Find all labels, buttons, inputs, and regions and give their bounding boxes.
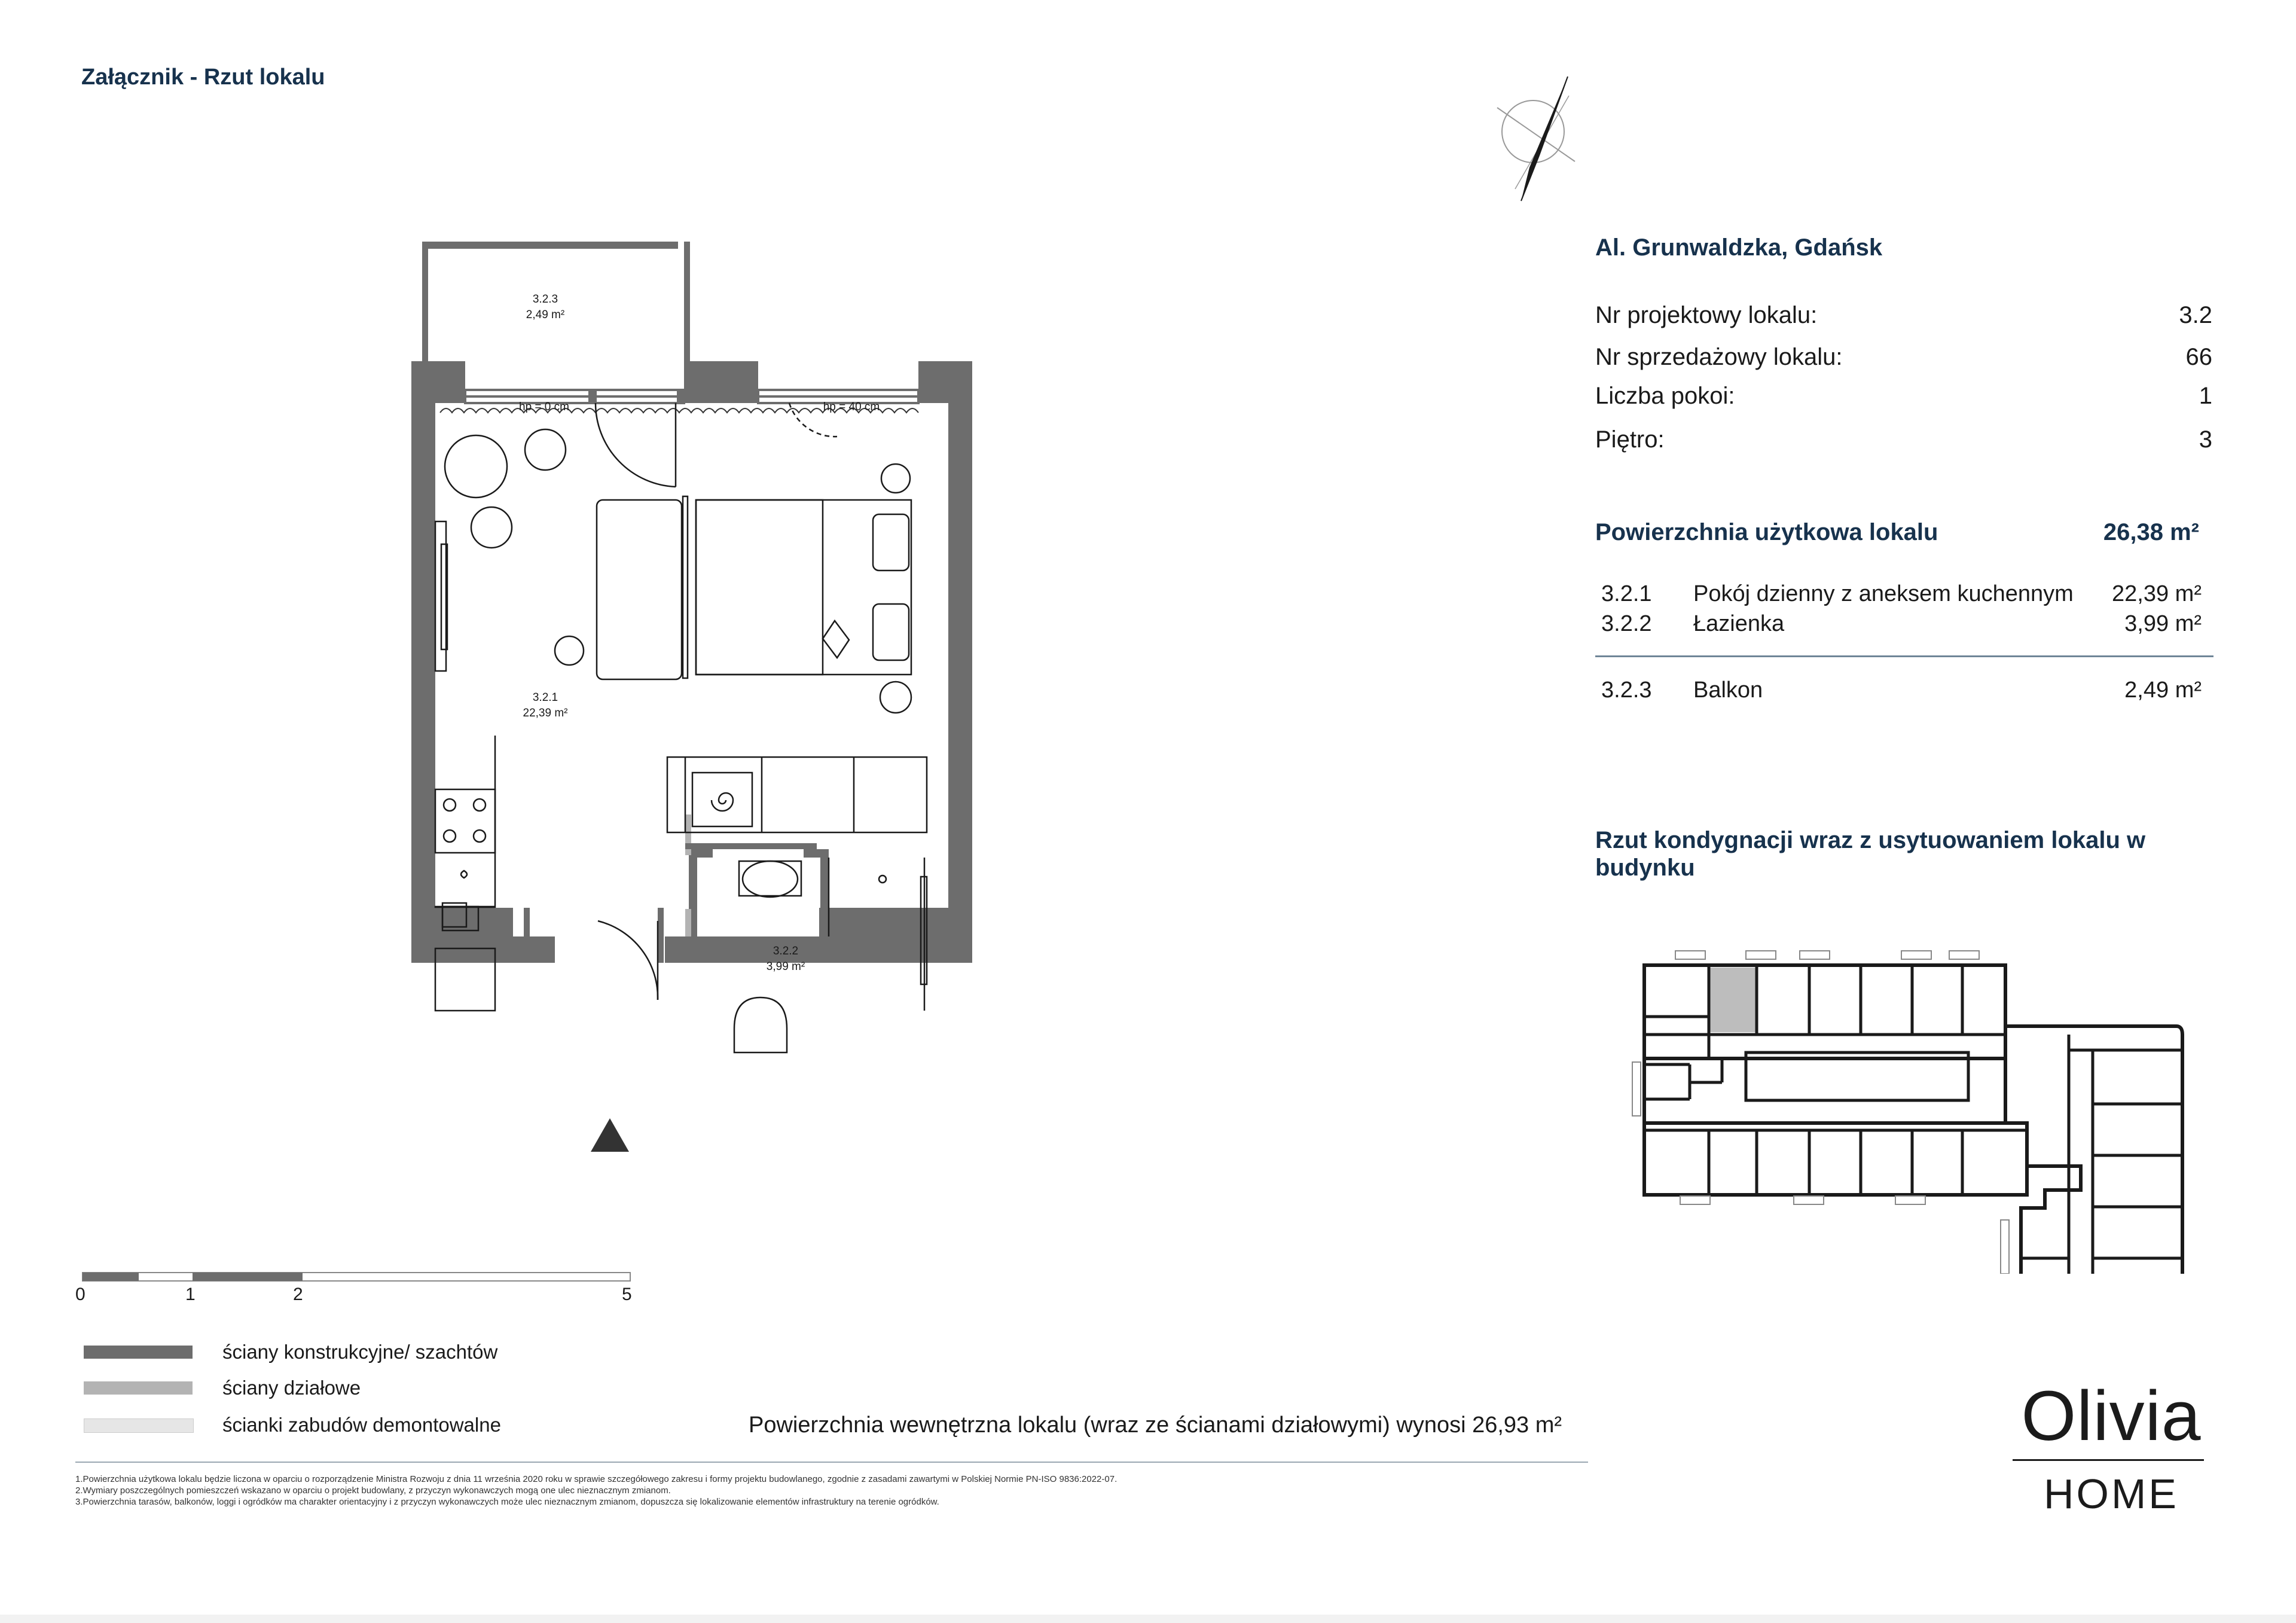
- inner-area-note: Powierzchnia wewnętrzna lokalu (wraz ze ścianami działowymi) wynosi 26,93 m²: [749, 1413, 1562, 1438]
- footnote: 2.Wymiary poszczególnych pomieszczeń wskazano w oparciu o projekt budowlany, z przyczyn wykonawczych mogą one ulec nieznacznym zmianom.: [75, 1485, 671, 1496]
- room-name: Łazienka: [1693, 611, 1785, 636]
- info-label: Piętro:: [1595, 426, 1665, 453]
- info-row-floor: [1595, 426, 2212, 453]
- legend-swatch-partition-walls: [84, 1381, 193, 1395]
- info-row-sales-number: [1595, 344, 2212, 371]
- scale-tick-label: 5: [622, 1285, 632, 1304]
- footnote: 3.Powierzchnia tarasów, balkonów, loggi i ogródków ma charakter orientacyjny i z przyczyn wykonawczych może ulec nieznacznym zmianom, dopuszcza się lokalizowanie elementów infrastruktury na terenie ogródków.: [75, 1497, 939, 1507]
- scale-tick-label: 1: [185, 1285, 196, 1304]
- room-area: 22,39 m²: [2112, 581, 2202, 606]
- living-room-area-label: 22,39 m²: [523, 707, 568, 719]
- usable-area-value: 26,38 m²: [2103, 519, 2199, 545]
- info-value: 3.2: [2179, 302, 2212, 328]
- window-sill-right-label: hp = 40 cm: [823, 401, 880, 413]
- legend-swatch-removable-walls: [84, 1418, 194, 1433]
- document-title: Załącznik - Rzut lokalu: [81, 65, 325, 90]
- usable-area-label: Powierzchnia użytkowa lokalu: [1595, 519, 1938, 545]
- brand-logo-name: Olivia: [2021, 1377, 2202, 1456]
- bathroom-number-label: 3.2.2: [773, 945, 799, 957]
- info-value: 66: [2185, 344, 2212, 370]
- info-value: 3: [2199, 426, 2212, 453]
- address: Al. Grunwaldzka, Gdańsk: [1595, 234, 1883, 261]
- usable-area-heading: [1595, 519, 2199, 546]
- footnotes: [75, 1473, 1117, 1508]
- building-key-plan: [1626, 939, 2200, 1274]
- info-row-room-count: [1595, 383, 2212, 410]
- room-number: 3.2.1: [1601, 581, 1652, 606]
- scale-tick-label: 2: [293, 1285, 303, 1304]
- north-arrow-icon: [1485, 72, 1605, 209]
- entrance-arrow-icon: [591, 1118, 629, 1152]
- apartment-floor-plan: [407, 233, 981, 1190]
- legend-swatch-structural-walls: [84, 1346, 193, 1359]
- bathroom-area-label: 3,99 m²: [766, 960, 805, 973]
- window-sill-left-label: hp = 0 cm: [519, 401, 569, 413]
- info-label: Nr projektowy lokalu:: [1595, 302, 1818, 328]
- balcony-area-label: 2,49 m²: [526, 309, 565, 321]
- scale-bar: [80, 1270, 642, 1285]
- room-number: 3.2.2: [1601, 611, 1652, 636]
- footnote: 1.Powierzchnia użytkowa lokalu będzie liczona w oparciu o rozporządzenie Ministra Rozwoju z dnia 11 września 2020 roku w sprawie szczegółowego zakresu i formy projektu budowlanego, zgodnie z zasadami zawartymi w Polskiej Normie PN-ISO 9836:2022-07.: [75, 1474, 1118, 1484]
- legend-label: ścianki zabudów demontowalne: [222, 1414, 501, 1436]
- divider: [1595, 655, 2213, 657]
- info-row-project-number: [1595, 302, 2212, 329]
- brand-logo-sub: HOME: [2044, 1471, 2179, 1517]
- scale-tick-label: 0: [75, 1285, 86, 1304]
- divider: [75, 1462, 1588, 1463]
- brand-logo-rule: [2013, 1459, 2204, 1461]
- balcony-number-label: 3.2.3: [532, 293, 558, 306]
- page-edge: [0, 1615, 2296, 1623]
- room-area: 3,99 m²: [2124, 611, 2202, 636]
- info-label: Liczba pokoi:: [1595, 383, 1735, 409]
- room-name: Balkon: [1693, 678, 1763, 703]
- legend-label: ściany działowe: [222, 1377, 361, 1399]
- legend-label: ściany konstrukcyjne/ szachtów: [222, 1341, 498, 1363]
- location-heading: Rzut kondygnacji wraz z usytuowaniem lokalu w budynku: [1595, 827, 2146, 881]
- room-name: Pokój dzienny z aneksem kuchennym: [1693, 581, 2074, 606]
- info-label: Nr sprzedażowy lokalu:: [1595, 344, 1843, 370]
- living-room-number-label: 3.2.1: [532, 691, 558, 704]
- room-number: 3.2.3: [1601, 678, 1652, 703]
- room-area: 2,49 m²: [2124, 678, 2202, 703]
- info-value: 1: [2199, 383, 2212, 409]
